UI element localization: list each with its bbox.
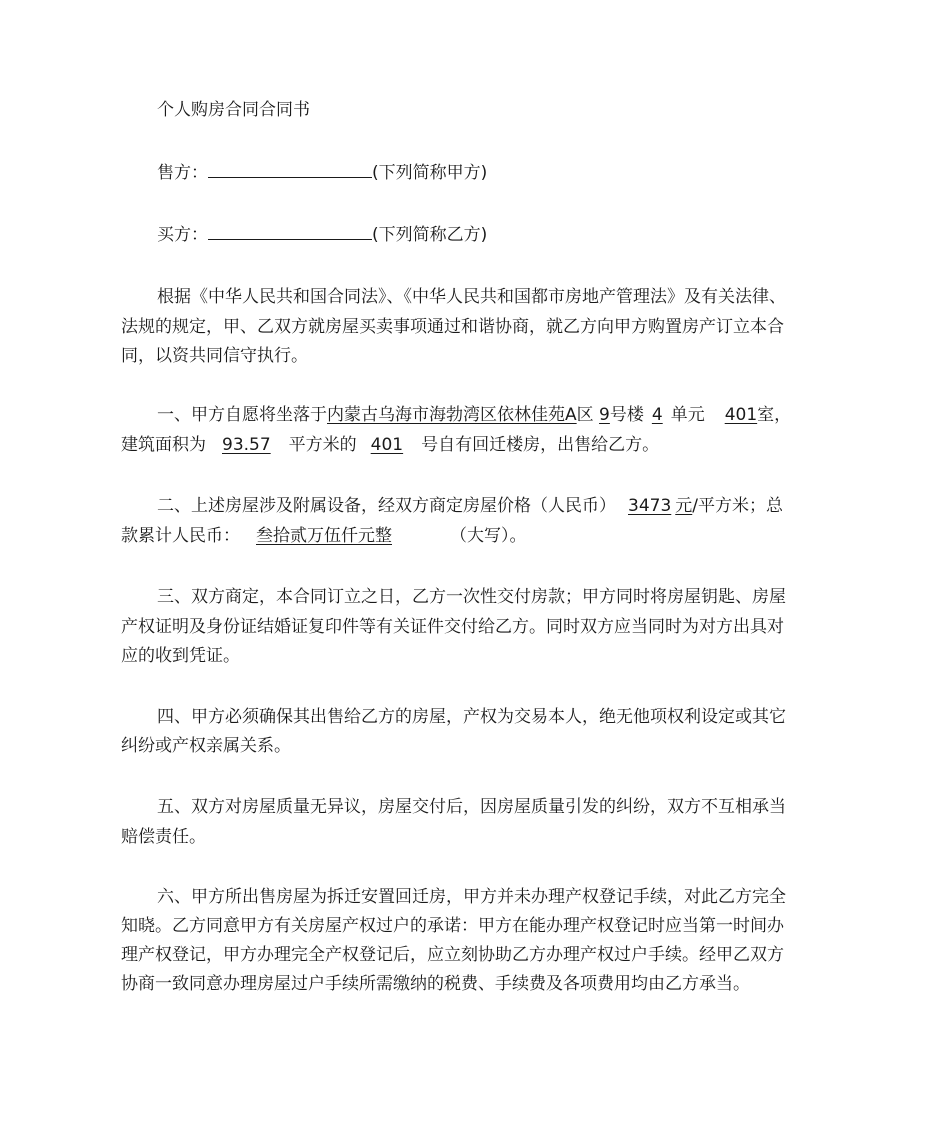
property-room: 401 bbox=[724, 405, 758, 425]
preamble-line-1: 根据《中华人民共和国合同法》、《中华人民共和国都市房地产管理法》及有关法律、 bbox=[157, 287, 786, 307]
total-prefix: 款累计人民币： bbox=[121, 526, 240, 546]
clause-5-line-2: 赔偿责任。 bbox=[121, 827, 206, 847]
price-unit: 元 bbox=[675, 496, 693, 516]
property-location: 内蒙古乌海市海勃湾区依林佳苑 bbox=[327, 405, 565, 425]
clause-4-line-1: 四、甲方必须确保其出售给乙方的房屋，产权为交易本人，绝无他项权利设定或其它 bbox=[157, 707, 786, 727]
unit-label: 单元 bbox=[670, 405, 705, 425]
property-unit-number: 4 bbox=[651, 405, 663, 425]
clause-3-line-2: 产权证明及身份证结婚证复印件等有关证件交付给乙方。同时双方应当同时为对方出具对 bbox=[121, 617, 784, 637]
area-unit: 平方米的 bbox=[288, 435, 357, 455]
buyer-line bbox=[157, 223, 487, 245]
preamble-line-2: 法规的规定，甲、乙双方就房屋买卖事项通过和谐协商，就乙方向甲方购置房产订立本合 bbox=[121, 317, 784, 337]
clause-2-line-1 bbox=[157, 495, 783, 517]
clause-2-prefix: 二、上述房屋涉及附属设备，经双方商定房屋价格（人民币） bbox=[157, 496, 616, 516]
unit-price: 3473 bbox=[628, 496, 672, 516]
property-area: 93.57 bbox=[222, 435, 271, 455]
buyer-name-blank bbox=[208, 223, 372, 240]
clause-1-line-1 bbox=[157, 404, 791, 426]
seller-name-blank bbox=[208, 161, 372, 178]
clause-6-line-4: 协商一致同意办理房屋过户手续所需缴纳的税费、手续费及各项费用均由乙方承当。 bbox=[121, 974, 750, 994]
contract-title: 个人购房合同合同书 bbox=[157, 100, 310, 120]
clause-5-line-1: 五、双方对房屋质量无异议，房屋交付后，因房屋质量引发的纠纷，双方不互相承当 bbox=[157, 797, 786, 817]
clause-3-line-1: 三、双方商定，本合同订立之日，乙方一次性交付房款；甲方同时将房屋钥匙、房屋 bbox=[157, 587, 786, 607]
clause-2-line-2 bbox=[121, 525, 527, 547]
buyer-suffix: (下列简称乙方) bbox=[372, 225, 488, 245]
seller-suffix: (下列简称甲方) bbox=[372, 163, 488, 183]
house-number: 401 bbox=[370, 435, 404, 455]
property-building: 9 bbox=[599, 405, 610, 425]
total-amount-words: 叁拾贰万伍仟元整 bbox=[256, 526, 392, 546]
total-suffix: （大写）。 bbox=[450, 526, 527, 546]
clause-1-prefix: 一、甲方自愿将坐落于 bbox=[157, 405, 327, 425]
clause-2-line-1-suffix: /平方米；总 bbox=[692, 496, 783, 516]
buyer-label: 买方： bbox=[157, 225, 208, 245]
seller-line bbox=[157, 161, 487, 183]
preamble-line-3: 同，以资共同信守执行。 bbox=[121, 346, 308, 366]
property-zone: A bbox=[565, 405, 577, 425]
clause-1-line-2 bbox=[121, 434, 659, 456]
clause-3-line-3: 应的收到凭证。 bbox=[121, 646, 240, 666]
clause-1-line-2-suffix: 号自有回迁楼房，出售给乙方。 bbox=[421, 435, 660, 455]
seller-label: 售方： bbox=[157, 163, 208, 183]
clause-6-line-3: 理产权登记，甲方办理完全产权登记后，应立刻协助乙方办理产权过户手续。经甲乙双方 bbox=[121, 945, 784, 965]
area-prefix: 建筑面积为 bbox=[121, 435, 206, 455]
building-unit: 号楼 bbox=[609, 405, 644, 425]
zone-unit: 区 bbox=[576, 405, 594, 425]
clause-6-line-1: 六、甲方所出售房屋为拆迁安置回迁房，甲方并未办理产权登记手续，对此乙方完全 bbox=[157, 887, 786, 907]
clause-4-line-2: 纠纷或产权亲属关系。 bbox=[121, 736, 291, 756]
room-suffix: 室， bbox=[757, 405, 792, 425]
clause-6-line-2: 知晓。乙方同意甲方有关房屋产权过户的承诺：甲方在能办理产权登记时应当第一时间办 bbox=[121, 916, 784, 936]
